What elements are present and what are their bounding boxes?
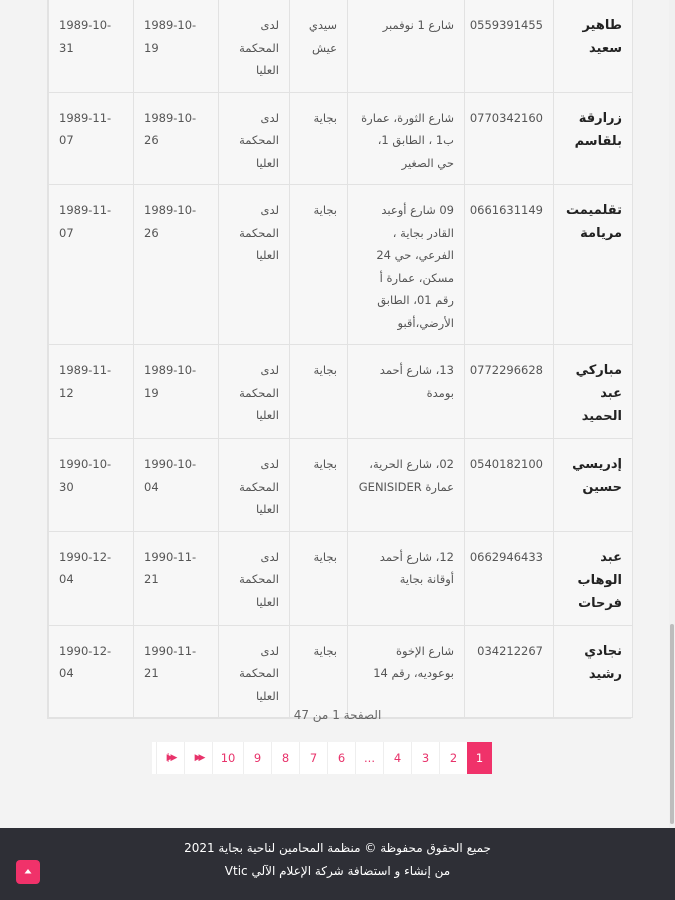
lawyer-phone: 0559391455 bbox=[465, 0, 554, 92]
page-link-2[interactable]: 2 bbox=[439, 742, 467, 774]
lawyer-name: نجادي رشيد bbox=[554, 625, 633, 718]
footer-copyright: جميع الحقوق محفوظة © منظمة المحامين لناحية بجاية 2021 bbox=[184, 841, 491, 855]
lawyer-name: تقلميمت مريامة bbox=[554, 185, 633, 345]
table-row bbox=[49, 625, 633, 718]
lawyer-court: لدى المحكمة العليا bbox=[219, 439, 290, 532]
lawyer-date-2: 1989-11-07 bbox=[49, 92, 134, 185]
lawyer-city: بجاية bbox=[290, 185, 348, 345]
lawyer-address: 02، شارع الحرية، عمارة GENISIDER bbox=[348, 439, 465, 532]
lawyer-city: بجاية bbox=[290, 345, 348, 439]
lawyer-name: إدريسي حسين bbox=[554, 439, 633, 532]
lawyer-date-2: 1990-10-30 bbox=[49, 439, 134, 532]
lawyer-phone: 0540182100 bbox=[465, 439, 554, 532]
lawyer-court: لدى المحكمة العليا bbox=[219, 0, 290, 92]
next-page-button[interactable]: ▶▶ bbox=[184, 742, 212, 774]
lawyer-name: مباركي عبد الحميد bbox=[554, 345, 633, 439]
lawyer-name: طاهير سعيد bbox=[554, 0, 633, 92]
table-row bbox=[49, 345, 633, 439]
lawyer-date-2: 1989-11-07 bbox=[49, 185, 134, 345]
page-link-8[interactable]: 8 bbox=[271, 742, 299, 774]
lawyer-city: بجاية bbox=[290, 531, 348, 625]
lawyer-name: زرارقة بلقاسم bbox=[554, 92, 633, 185]
lawyer-address: شارع الإخوة بوعوديه، رقم 14 bbox=[348, 625, 465, 718]
lawyers-table bbox=[47, 0, 631, 719]
table-row bbox=[49, 185, 633, 345]
last-page-button[interactable]: ▶▶| bbox=[156, 742, 184, 774]
lawyer-address: 12، شارع أحمد أوقانة بجاية bbox=[348, 531, 465, 625]
pagination bbox=[152, 742, 492, 774]
back-to-top-button[interactable] bbox=[16, 860, 40, 884]
table-row bbox=[49, 439, 633, 532]
lawyer-date-2: 1989-11-12 bbox=[49, 345, 134, 439]
lawyer-city: بجاية bbox=[290, 92, 348, 185]
footer-credits: من إنشاء و استضافة شركة الإعلام الآلي Vtic bbox=[224, 864, 451, 878]
lawyer-date-1: 1990-11-21 bbox=[134, 625, 219, 718]
page-link-10[interactable]: 10 bbox=[212, 742, 243, 774]
scrollbar[interactable] bbox=[669, 0, 675, 828]
footer bbox=[0, 828, 675, 900]
page-link-3[interactable]: 3 bbox=[411, 742, 439, 774]
lawyer-court: لدى المحكمة العليا bbox=[219, 185, 290, 345]
lawyer-address: 13، شارع أحمد بومدة bbox=[348, 345, 465, 439]
lawyer-date-1: 1990-10-04 bbox=[134, 439, 219, 532]
lawyer-court: لدى المحكمة العليا bbox=[219, 531, 290, 625]
page-link-9[interactable]: 9 bbox=[243, 742, 271, 774]
lawyer-phone: 0662946433 bbox=[465, 531, 554, 625]
lawyer-date-1: 1989-10-26 bbox=[134, 92, 219, 185]
table-row bbox=[49, 92, 633, 185]
lawyer-date-1: 1989-10-26 bbox=[134, 185, 219, 345]
lawyer-court: لدى المحكمة العليا bbox=[219, 345, 290, 439]
page-link-7[interactable]: 7 bbox=[299, 742, 327, 774]
scrollbar-thumb[interactable] bbox=[670, 624, 674, 824]
lawyer-date-1: 1989-10-19 bbox=[134, 345, 219, 439]
lawyer-city: سيدي عيش bbox=[290, 0, 348, 92]
lawyer-phone: 0770342160 bbox=[465, 92, 554, 185]
page-link-1[interactable]: 1 bbox=[467, 742, 492, 774]
lawyer-date-2: 1989-10-31 bbox=[49, 0, 134, 92]
table-row bbox=[49, 0, 633, 92]
lawyer-name: عبد الوهاب فرحات bbox=[554, 531, 633, 625]
page-link-6[interactable]: 6 bbox=[327, 742, 355, 774]
lawyers-table-body bbox=[49, 0, 633, 718]
arrow-up-icon bbox=[23, 867, 33, 877]
lawyer-city: بجاية bbox=[290, 625, 348, 718]
table-row bbox=[49, 531, 633, 625]
lawyer-date-1: 1989-10-19 bbox=[134, 0, 219, 92]
lawyer-court: لدى المحكمة العليا bbox=[219, 625, 290, 718]
lawyer-address: شارع الثورة، عمارة ب1 ، الطابق 1، حي الصغير bbox=[348, 92, 465, 185]
lawyer-address: شارع 1 نوفمبر bbox=[348, 0, 465, 92]
lawyer-date-1: 1990-11-21 bbox=[134, 531, 219, 625]
pagination-ellipsis: ... bbox=[355, 742, 383, 774]
page-link-4[interactable]: 4 bbox=[383, 742, 411, 774]
lawyer-date-2: 1990-12-04 bbox=[49, 625, 134, 718]
lawyer-court: لدى المحكمة العليا bbox=[219, 92, 290, 185]
lawyer-city: بجاية bbox=[290, 439, 348, 532]
lawyer-date-2: 1990-12-04 bbox=[49, 531, 134, 625]
lawyer-phone: 0772296628 bbox=[465, 345, 554, 439]
lawyer-phone: 034212267 bbox=[465, 625, 554, 718]
lawyer-address: 09 شارع أوعبد القادر بجاية ، الفرعي، حي 24 مسكن، عمارة أ رقم 01، الطابق الأرضي،أقبو bbox=[348, 185, 465, 345]
lawyer-phone: 0661631149 bbox=[465, 185, 554, 345]
page-info: الصفحة 1 من 47 bbox=[293, 708, 382, 722]
